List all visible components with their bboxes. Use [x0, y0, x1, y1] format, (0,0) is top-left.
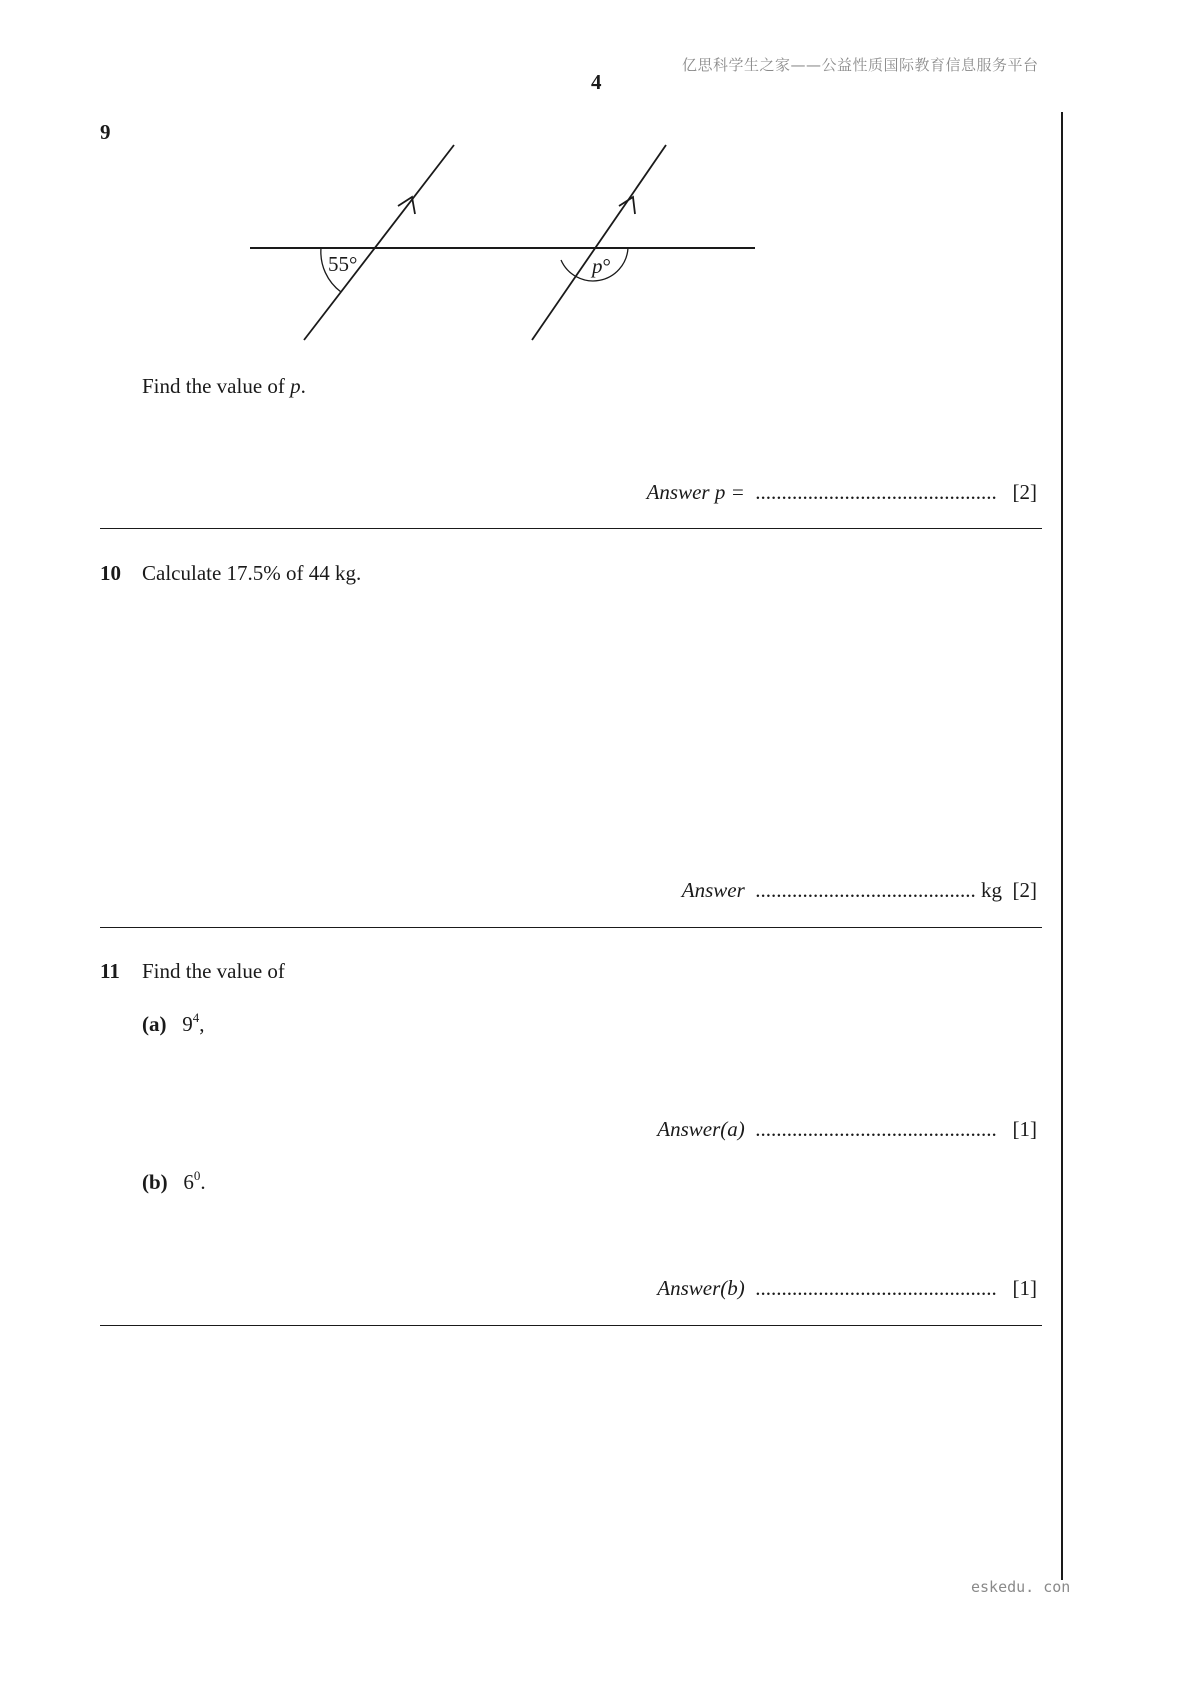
- answer-label: Answer: [681, 878, 745, 902]
- separator-line: [100, 528, 1042, 529]
- answer-label: Answer(b): [657, 1276, 745, 1300]
- marks: [2]: [1012, 480, 1037, 504]
- separator-line: [100, 1325, 1042, 1326]
- answer-dots: ..........................................: [755, 878, 976, 902]
- watermark-top: 亿思科学生之家——公益性质国际教育信息服务平台: [682, 56, 1039, 74]
- answer-dots: ..............................................: [755, 480, 997, 504]
- question-10-prompt: Calculate 17.5% of 44 kg.: [142, 561, 362, 585]
- parallel-lines-diagram: [248, 140, 768, 350]
- page-number: 4: [591, 70, 602, 94]
- question-9-prompt: Find the value of p.: [142, 374, 306, 398]
- separator-line: [100, 927, 1042, 928]
- angle-label-p: p°: [592, 254, 611, 278]
- marks: [1]: [1012, 1276, 1037, 1300]
- question-11-number: 11: [100, 959, 120, 983]
- watermark-bottom: eskedu. con: [971, 1578, 1071, 1596]
- question-11b-prompt: (b) $6^0$.: [142, 1168, 206, 1194]
- margin-rule: [1061, 112, 1063, 1580]
- question-9-answer-line[interactable]: [647, 480, 1037, 505]
- question-11-prompt: Find the value of: [142, 959, 285, 983]
- marks: [2]: [1012, 878, 1037, 902]
- question-10-answer-line[interactable]: [682, 878, 1037, 903]
- angle-label-55: 55°: [328, 252, 358, 276]
- answer-dots: ..............................................: [755, 1276, 997, 1300]
- answer-label: Answer(a): [657, 1117, 745, 1141]
- parallel-line-left: [304, 145, 454, 340]
- answer-label: Answer p =: [646, 480, 745, 504]
- parallel-line-right: [532, 145, 666, 340]
- marks: [1]: [1012, 1117, 1037, 1141]
- question-11a-answer-line[interactable]: [657, 1117, 1037, 1142]
- question-9-number: 9: [100, 120, 111, 144]
- answer-dots: ..............................................: [755, 1117, 997, 1141]
- question-11b-answer-line[interactable]: [657, 1276, 1037, 1301]
- question-11a-prompt: (a) $9^4$,: [142, 1010, 205, 1036]
- answer-unit: kg: [981, 878, 1002, 902]
- question-10-number: 10: [100, 561, 121, 585]
